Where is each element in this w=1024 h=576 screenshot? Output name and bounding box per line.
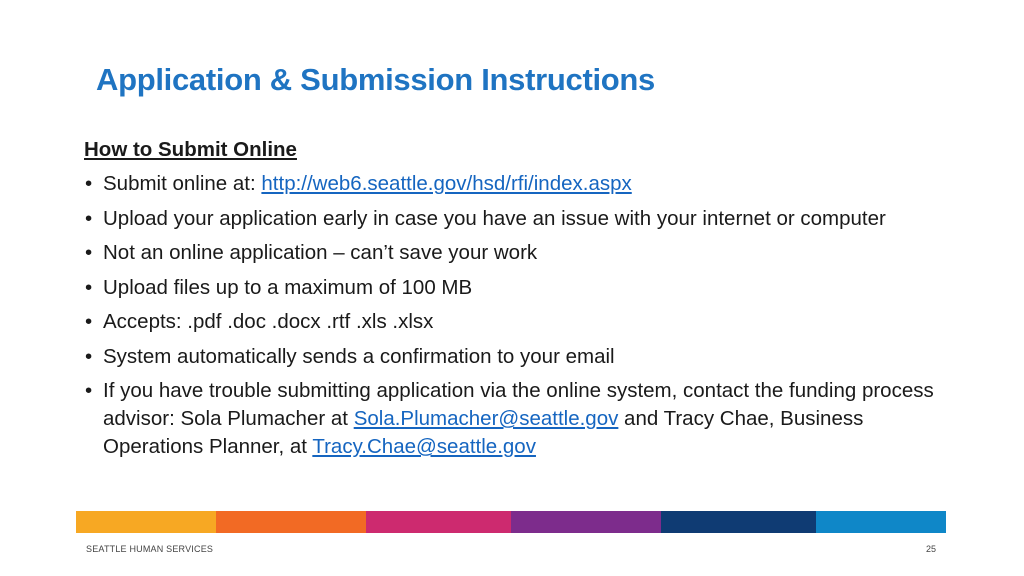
bullet-submit-online <box>84 170 944 198</box>
bullet-not-online-app: • Not an online application – can’t save your work <box>84 239 944 267</box>
bullet-list <box>84 170 944 461</box>
sola-email-link[interactable]: Sola.Plumacher@seattle.gov <box>353 407 619 430</box>
bullet-upload-early: • Upload your application early in case you have an issue with your internet or computer <box>84 205 944 233</box>
tracy-email-link[interactable]: Tracy.Chae@seattle.gov <box>312 435 536 458</box>
color-bar-segment <box>511 511 661 533</box>
bullet-text: Submit online at: <box>103 172 262 195</box>
slide-title: Application & Submission Instructions <box>96 62 655 97</box>
color-bar-segment <box>216 511 366 533</box>
bullet-contact-info <box>84 377 944 461</box>
bullet-confirmation-email: • System automatically sends a confirmation to your email <box>84 343 944 371</box>
bullet-accepted-formats: • Accepts: .pdf .doc .docx .rtf .xls .xlsx <box>84 308 944 336</box>
contact-text-a: If you have trouble submitting application via the online system, contact the funding process advisor: Sola Plumacher at <box>103 379 934 430</box>
color-bar-segment <box>816 511 946 533</box>
footer-org-name: SEATTLE HUMAN SERVICES <box>86 544 214 554</box>
color-bar-segment <box>366 511 511 533</box>
color-bar-segment <box>661 511 816 533</box>
decorative-color-bar <box>76 511 946 533</box>
section-heading: How to Submit Online <box>84 138 297 161</box>
page-number: 25 <box>925 544 936 554</box>
instructions-content <box>84 136 944 468</box>
submission-url-link[interactable]: http://web6.seattle.gov/hsd/rfi/index.aspx <box>261 172 632 195</box>
bullet-max-size: • Upload files up to a maximum of 100 MB <box>84 274 944 302</box>
contact-text-b: and Tracy Chae, Business Operations Planner, at <box>103 407 864 458</box>
color-bar-segment <box>76 511 216 533</box>
